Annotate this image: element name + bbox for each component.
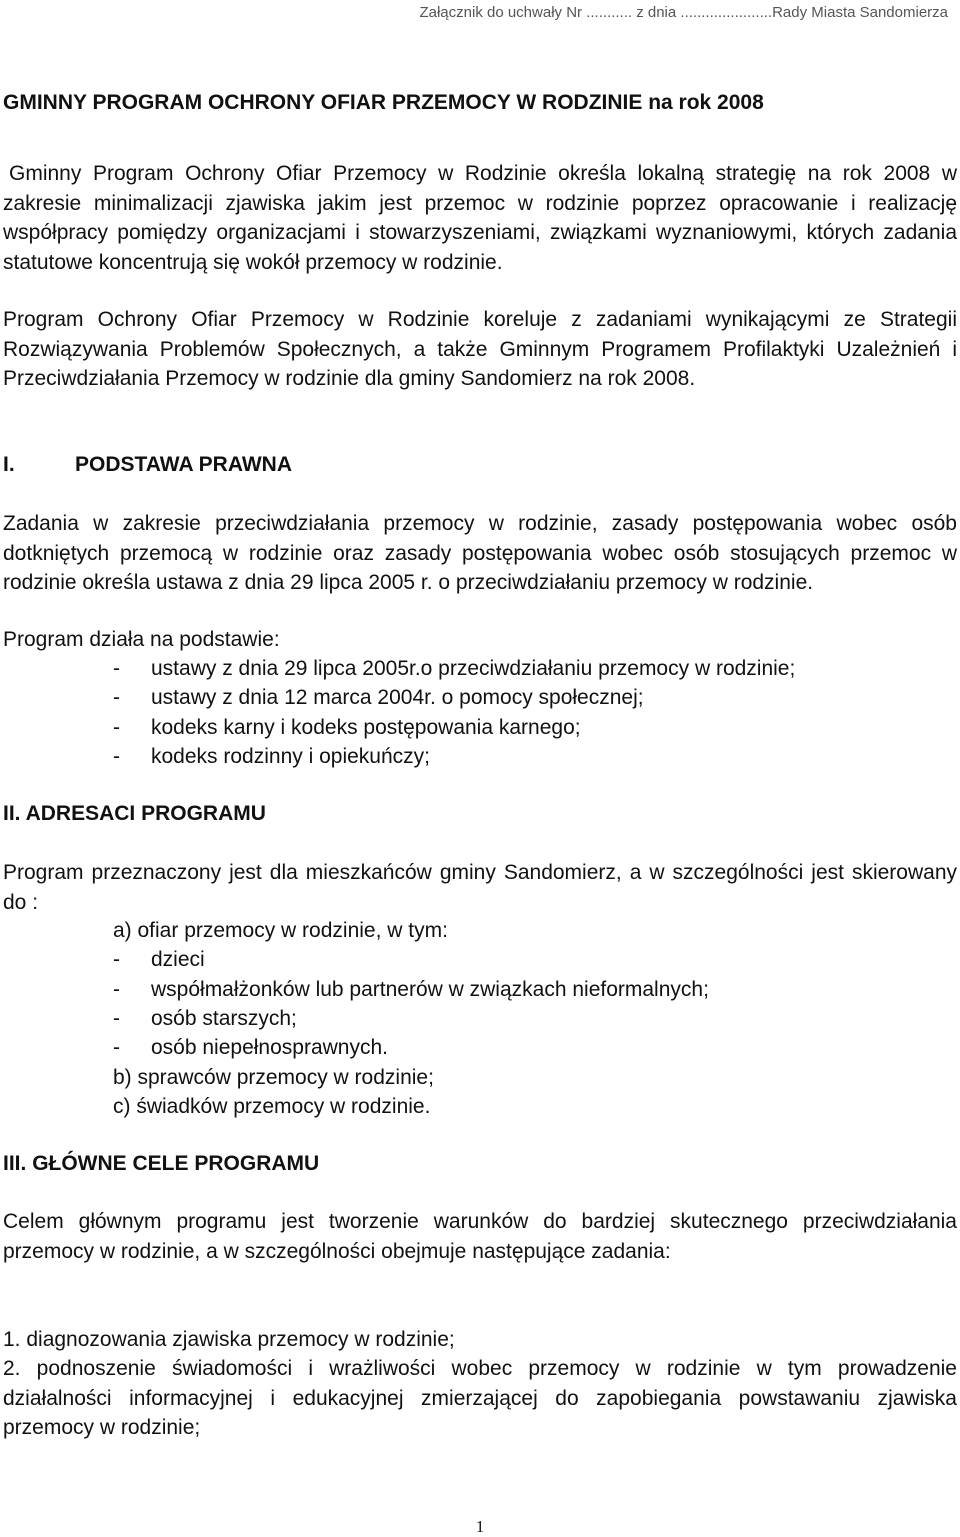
item-c: c) świadków przemocy w rodzinie.	[113, 1095, 431, 1118]
section-3-paragraph: Celem głównym programu jest tworzenie warunków do bardziej skutecznego przeciwdziałania przemocy w rodzinie, a w szczególności obejmuje następujące zadania:	[3, 1210, 957, 1263]
list-item: - kodeks rodzinny i opiekuńczy;	[113, 745, 430, 768]
list-item: - współmałżonków lub partnerów w związkach nieformalnych;	[113, 978, 709, 1001]
section-2-number: II.	[3, 802, 21, 825]
section-2-title: ADRESACI PROGRAMU	[25, 802, 266, 825]
intro-paragraph-2: Program Ochrony Ofiar Przemocy w Rodzinie koreluje z zadaniami wynikającymi ze Strategii Rozwiązywania Problemów Społecznych, a także Gminnym Programem Profilaktyki Uzależnień i Przeciwdziałania Przemocy w rodzinie dla gminy Sandomierz na rok 2008.	[3, 308, 957, 390]
document-title: GMINNY PROGRAM OCHRONY OFIAR PRZEMOCY W RODZINIE na rok 2008	[3, 91, 764, 114]
section-1-paragraph: Zadania w zakresie przeciwdziałania przemocy w rodzinie, zasady postępowania wobec osób dotkniętych przemocą w rodzinie oraz zasady postępowania wobec osób stosujących przemoc w rodzinie określa ustawa z dnia 29 lipca 2005 r. o przeciwdziałaniu przemocy w rodzinie.	[3, 512, 957, 594]
goal-1: 1. diagnozowania zjawiska przemocy w rodzinie;	[3, 1328, 455, 1351]
section-2-heading	[3, 802, 266, 826]
page-number: 1	[475, 1517, 485, 1536]
list-item: - ustawy z dnia 12 marca 2004r. o pomocy społecznej;	[113, 686, 644, 709]
list-item: - kodeks karny i kodeks postępowania karnego;	[113, 716, 581, 739]
section-1-heading	[3, 453, 292, 477]
section-1-title: PODSTAWA PRAWNA	[75, 453, 293, 476]
list-item: - ustawy z dnia 29 lipca 2005r.o przeciwdziałaniu przemocy w rodzinie;	[113, 657, 796, 680]
section-3-title: GŁÓWNE CELE PROGRAMU	[32, 1152, 320, 1175]
section-1-number: I.	[3, 453, 15, 476]
list-item: - osób niepełnosprawnych.	[113, 1036, 388, 1059]
section-3-heading	[3, 1152, 319, 1176]
section-2-paragraph: Program przeznaczony jest dla mieszkańców gminy Sandomierz, a w szczególności jest skierowany do :	[3, 861, 957, 914]
list-item: - osób starszych;	[113, 1007, 297, 1030]
list-item: - dzieci	[113, 948, 205, 971]
item-b: b) sprawców przemocy w rodzinie;	[113, 1066, 434, 1089]
intro-paragraph-1: Gminny Program Ochrony Ofiar Przemocy w Rodzinie określa lokalną strategię na rok 2008 w zakresie minimalizacji zjawiska jakim jest przemoc w rodzinie poprzez opracowanie i realizację współpracy pomiędzy organizacjami i stowarzyszeniami, związkami wyznaniowymi, których zadania statutowe koncentrują się wokół przemocy w rodzinie.	[3, 162, 957, 274]
section-3-number: III.	[3, 1152, 27, 1175]
goal-2: 2. podnoszenie świadomości i wrażliwości wobec przemocy w rodzinie w tym prowadzenie działalności informacyjnej i edukacyjnej zmierzającej do zapobiegania powstawaniu zjawiska przemocy w rodzinie;	[3, 1357, 957, 1439]
item-a: a) ofiar przemocy w rodzinie, w tym:	[113, 919, 448, 942]
basis-intro: Program działa na podstawie:	[3, 628, 280, 651]
header-note: Załącznik do uchwały Nr ........... z dnia ......................Rady Miasta Sandomierza	[419, 4, 948, 21]
